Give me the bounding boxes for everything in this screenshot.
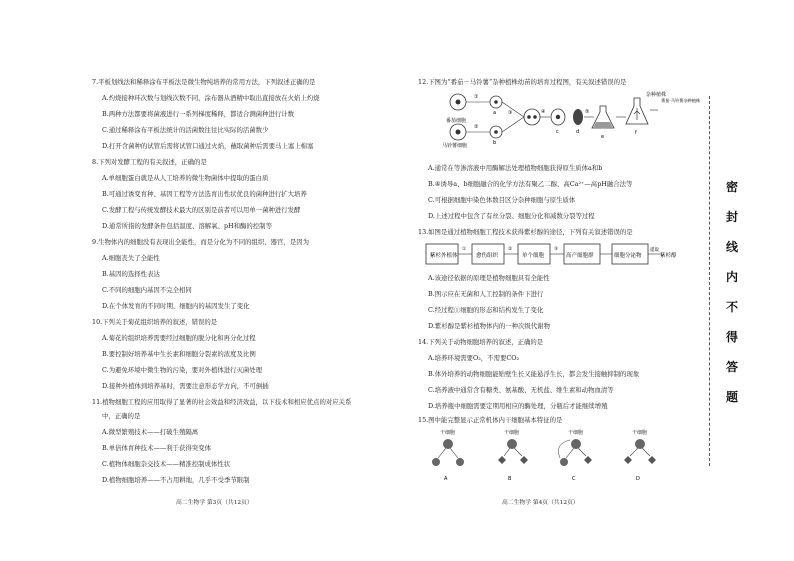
step-2: ② [474, 124, 479, 130]
label-hybrid: 杂种植株 [646, 92, 667, 98]
panel-b-label: B [508, 476, 512, 482]
q7-option-a: A.灼烧接种环次数与划线次数不同，涂布器从酒精中取出直接放在火焰上灼烧 [102, 94, 320, 102]
seal-dashed-line [709, 96, 711, 466]
q9-option-a: A.细胞丧失了全能性 [102, 254, 160, 262]
q12-option-a: A.通常在等渗溶液中用酶解法处理植物细胞获得原生质体a和b [428, 164, 603, 172]
q9-option-d: D.在个体发育的不同时期，细胞内的基因发生了变化 [102, 302, 250, 310]
flow-extract: 提取 [650, 248, 659, 253]
q14-option-b: B.体外培养的动物细胞能贴壁生长又能悬浮生长，都会发生接触抑制的现象 [428, 370, 640, 378]
label-c: c [556, 129, 559, 135]
question-11-stem-cont: 中，正确的是 [102, 412, 141, 420]
q8-option-d: D.通常所指的发酵条件包括温度、溶解氧、pH和酶的控制等 [102, 222, 272, 230]
q10-option-d: D.接种外植体到培养基时，需要注意形态学方向，不可倒插 [102, 382, 269, 390]
panel-c-label: C [572, 476, 576, 482]
q10-option-a: A.菊花的组织培养需要经过细胞的脱分化和再分化过程 [102, 334, 256, 342]
panel-a-title: 干细胞 [440, 430, 456, 436]
stem-cell-c [571, 439, 581, 449]
q14-option-c: C.培养液中通常含有糖类、氨基酸、无机盐、维生素和动物血清等 [428, 386, 614, 394]
seal-char-4: 内 [726, 270, 739, 284]
question-15-stem: 15.图中能完整显示正常机体内干细胞基本特征的是 [418, 416, 563, 424]
label-b: b [493, 140, 497, 146]
seal-char-8: 题 [726, 390, 739, 404]
q13-option-d: D.紫杉醇是紫杉植物体内的一种次级代谢物 [428, 322, 550, 330]
question-12-stem: 12.下图为“番茄－马铃薯”杂种植株幼苗的培育过程图，有关叙述错误的是 [418, 78, 627, 86]
q14-option-d: D.培养瓶中细胞需要定期用相应的酶处理，分瓶后才能继续增殖 [428, 402, 608, 410]
q12-option-d: D.上述过程中包含了有丝分裂、细胞分化和减数分裂等过程 [428, 212, 595, 220]
q12-diagram [438, 88, 701, 150]
flow-step-3: ③ [554, 247, 559, 252]
q8-option-b: B.可通过诱变育种、基因工程等方法选育出性状优良的菌种进行扩大培养 [102, 190, 307, 198]
flow-step-1: ① [462, 247, 467, 252]
q9-option-c: C.不同的细胞内基因不完全相同 [102, 286, 192, 294]
seal-char-5: 不 [726, 300, 739, 314]
right-page [418, 0, 701, 561]
q13-option-b: B.图示应在无菌和人工控制的条件下进行 [428, 290, 544, 298]
label-e: e [601, 134, 605, 140]
question-7-stem: 7.平板划线法和稀释涂布平板法是微生物纯培养的常用方法，下列叙述正确的是 [92, 78, 316, 86]
label-d: d [576, 129, 580, 135]
flow-step-2: ② [508, 247, 513, 252]
q7-option-d: D.打开含菌种的试管后需将试管口通过火焰，蘸取菌种后需要马上塞上棉塞 [102, 142, 314, 150]
question-14-stem: 14.下列关于动物细胞培养的叙述，正确的是 [418, 338, 544, 346]
label-f: f [635, 130, 637, 136]
q12-option-b: B.④诱导a、b细胞融合的化学方法有聚乙二醇、高Ca²⁺—高pH融合法等 [428, 180, 633, 188]
q12-option-c: C.可根据细胞中染色体数目区分杂种细胞与原生质体 [428, 196, 576, 204]
flow-cell-group: 高产细胞群 [566, 253, 594, 259]
seal-char-2: 封 [726, 210, 739, 224]
q14-option-a: A.培养环境需要O₂，不需要CO₂ [428, 354, 520, 362]
page-footer-left: 高二生物学 第3页（共12页） [176, 500, 253, 506]
seal-char-6: 得 [726, 330, 739, 344]
question-8-stem: 8.下列对发酵工程的有关叙述，正确的是 [92, 158, 207, 166]
q15-diagram [426, 426, 686, 484]
q11-option-b: B.单倍体育种技术——利于获得突变体 [102, 444, 211, 452]
panel-c-title: 干细胞 [568, 430, 584, 436]
page-footer-right: 高二生物学 第4页（共12页） [502, 500, 579, 506]
step-5: ⑤ [585, 109, 590, 115]
seal-char-1: 密 [726, 180, 739, 194]
step-3: ③ [508, 110, 513, 116]
flow-explant: 紫杉外植体 [430, 253, 458, 259]
q11-option-a: A.微型繁殖技术——打破生殖隔离 [102, 428, 199, 436]
flow-secretion: 细胞分泌物 [614, 253, 642, 259]
panel-a-label: A [444, 476, 448, 482]
q8-option-c: C.发酵工程与传统发酵技术最大的区别是前者可以用单一菌种进行发酵 [102, 206, 301, 214]
label-a: a [493, 110, 497, 116]
cell-d [573, 109, 583, 125]
stem-cell-d [635, 439, 645, 449]
question-11-stem: 11.植物细胞工程的应用取得了显著的社会效益和经济效益，以下技术和相应优点的对应关系 [92, 398, 352, 406]
panel-d-title: 干细胞 [632, 430, 648, 436]
q13-flow-diagram [424, 240, 686, 270]
q10-option-b: B.要控制好培养基中生长素和细胞分裂素的浓度及比例 [102, 350, 256, 358]
q9-option-b: B.基因的选择性表达 [102, 270, 160, 278]
panel-d-label: D [636, 476, 640, 482]
left-page [92, 0, 382, 561]
flow-single-cell: 单个细胞 [522, 253, 545, 259]
potato-cell-label: 马铃薯细胞 [442, 143, 468, 149]
q7-option-b: B.两种方法都要将菌液进行一系列梯度稀释，都适合测菌种进行计数 [102, 110, 295, 118]
question-13-stem: 13.如图是通过植物细胞工程技术获得紫杉醇的途径，下列有关叙述错误的是 [418, 228, 633, 236]
stem-cell-b [507, 439, 517, 449]
seal-char-7: 答 [726, 360, 739, 374]
flow-taxol: 紫杉醇 [660, 253, 677, 259]
q8-option-a: A.单细胞蛋白就是从人工培养的微生物菌体中提取的蛋白质 [102, 174, 269, 182]
q11-option-c: C.植物体细胞杂交技术——精准控制成体性状 [102, 460, 231, 468]
question-9-stem: 9.生物体内的细胞没有表现出全能性，而是分化为不同的组织、器官，是因为 [92, 238, 309, 246]
q7-option-c: C.通过稀释涂布平板法统计的活菌数往往比实际的活菌数少 [102, 126, 269, 134]
label-hybrid-plant: 番茄-马铃薯杂种植株 [661, 98, 701, 103]
question-10-stem: 10.下列关于菊花组织培养的叙述，错误的是 [92, 318, 218, 326]
seal-char-3: 线 [726, 240, 739, 254]
q10-option-c: C.为避免环境中微生物的污染，要对外植体进行灭菌处理 [102, 366, 263, 374]
tomato-cell-label: 番茄细胞 [446, 118, 467, 124]
flow-callus: 愈伤组织 [476, 253, 499, 259]
step-1: ① [474, 94, 479, 100]
q13-option-c: C.经过程①细胞的形态和结构发生了变化 [428, 306, 544, 314]
panel-b-title: 干细胞 [504, 430, 520, 436]
fused-cell [524, 109, 540, 125]
stem-cell-a [443, 439, 453, 449]
q13-option-a: A.该途径依据的原理是植物细胞具有全能性 [428, 274, 550, 282]
q11-option-d: D.植物细胞培养——不占用耕地，几乎不受季节限制 [102, 476, 250, 484]
step-4: ④ [541, 109, 546, 115]
